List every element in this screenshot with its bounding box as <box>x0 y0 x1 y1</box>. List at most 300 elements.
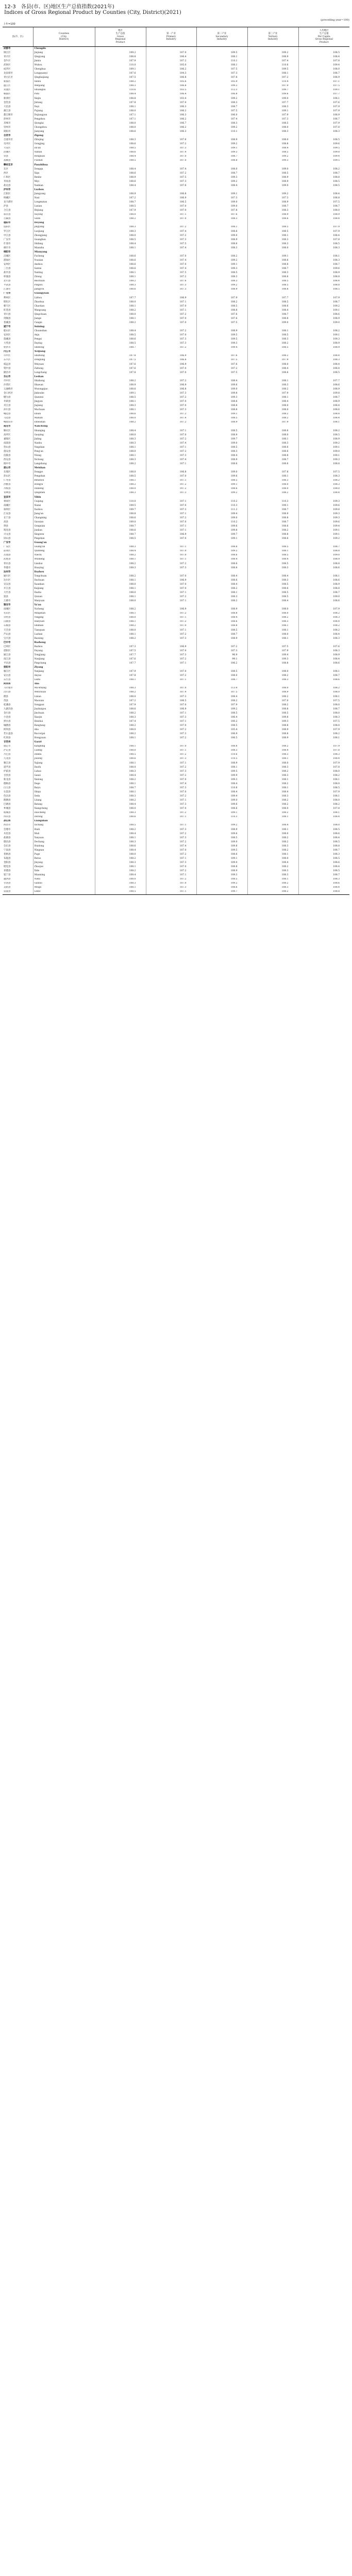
primary-index: 107.3 <box>146 180 196 184</box>
table-row <box>3 516 349 520</box>
table-row <box>3 649 349 653</box>
region-name-cn: 金阳县 <box>4 861 11 865</box>
table-row <box>3 309 349 313</box>
tertiary-index: 108.6 <box>247 259 298 263</box>
per-capita-index: 108.4 <box>298 404 349 408</box>
grp-index: 108.3 <box>95 226 146 230</box>
tertiary-index: 108.2 <box>247 865 298 869</box>
region-name-en: Kangding <box>33 745 95 749</box>
table-row <box>3 196 349 200</box>
region-name-en: Jiange <box>33 317 95 321</box>
primary-index: 107.0 <box>146 304 196 309</box>
grp-index: 108.3 <box>95 770 146 774</box>
secondary-index: 108.3 <box>196 595 247 599</box>
region-name-en: Xiqu <box>33 172 95 176</box>
tertiary-index: 108.1 <box>247 878 298 882</box>
secondary-index: 109.1 <box>196 857 247 861</box>
region-name-en: Gaoping <box>33 433 95 437</box>
header-grp: 地区 生产总值 Gross Regional Product <box>95 27 146 47</box>
per-capita-index <box>298 47 349 52</box>
tertiary-index: 107.3 <box>247 117 298 122</box>
table-row <box>3 620 349 624</box>
grp-index: 108.1 <box>95 761 146 766</box>
per-capita-index: 108.6 <box>298 679 349 683</box>
secondary-index: 108.5 <box>196 304 247 309</box>
per-capita-index: 108.5 <box>298 288 349 292</box>
city-header-row <box>3 541 349 545</box>
secondary-index: 109.0 <box>196 516 247 520</box>
region-name-cn: 新津区 <box>4 97 11 100</box>
grp-index: 108.0 <box>95 878 146 882</box>
grp-index: 108.2 <box>95 724 146 728</box>
region-name-cn: 温江区 <box>4 84 11 88</box>
city-header-row <box>3 350 349 354</box>
unit-label: 上年=100 <box>3 23 15 26</box>
grp-index: 109.1 <box>95 392 146 396</box>
region-name-en: Daocheng <box>33 811 95 816</box>
tertiary-index: 108.3 <box>247 844 298 849</box>
table-row <box>3 126 349 130</box>
city-header-row <box>3 325 349 329</box>
region-name-en: Xide <box>33 869 95 873</box>
region-name-en: Puge <box>33 853 95 857</box>
tertiary-index: 108.4 <box>247 558 298 562</box>
region-name-cn: 沿滩区 <box>4 151 11 154</box>
secondary-index: 108.3 <box>196 280 247 284</box>
per-capita-index: 108.3 <box>298 753 349 757</box>
region-name-en: Xuyong <box>33 213 95 217</box>
primary-index <box>146 641 196 645</box>
table-row <box>3 446 349 450</box>
region-name-en: Hongya <box>33 483 95 487</box>
primary-index <box>146 350 196 354</box>
region-name-en: Songpan <box>33 703 95 707</box>
region-name-en: Dege <box>33 782 95 786</box>
primary-index: 107.2 <box>146 59 196 63</box>
secondary-index: 108.7 <box>196 172 247 176</box>
secondary-index: 108.9 <box>196 761 247 766</box>
tertiary-index: 108.2 <box>247 745 298 749</box>
region-name-en: Gongjing <box>33 142 95 146</box>
grp-index: 108.1 <box>95 679 146 683</box>
table-row <box>3 437 349 442</box>
tertiary-index: 108.1 <box>247 234 298 238</box>
table-row <box>3 844 349 849</box>
region-name-cn: 阆中市 <box>4 463 11 466</box>
secondary-index: 109.0 <box>196 387 247 392</box>
region-name-en: Hongyuan <box>33 736 95 740</box>
table-row <box>3 267 349 271</box>
primary-index: 106.5 <box>146 200 196 205</box>
grp-index: 109.2 <box>95 51 146 55</box>
secondary-index: 108.3 <box>196 122 247 126</box>
per-capita-index: 109.0 <box>298 554 349 558</box>
region-name-cn: 朝天区 <box>4 304 11 308</box>
tertiary-index <box>247 820 298 824</box>
region-name-cn: 泸定县 <box>4 749 11 752</box>
primary-index: 107.2 <box>146 516 196 520</box>
secondary-index: 109.6 <box>196 474 247 479</box>
primary-index: 107.0 <box>146 404 196 408</box>
table-row <box>3 674 349 678</box>
primary-index: 107.4 <box>146 458 196 462</box>
per-capita-index: 108.9 <box>298 437 349 442</box>
region-name-cn: 梓潼县 <box>4 276 11 279</box>
per-capita-index: 108.0 <box>298 691 349 695</box>
secondary-index: 106.8 <box>196 93 247 97</box>
region-name-en: Qingyang <box>33 55 95 59</box>
grp-index: 108.3 <box>95 794 146 799</box>
tertiary-index: 108.2 <box>247 492 298 496</box>
region-name-cn: 东坡区 <box>4 471 11 474</box>
region-name-cn: 仁寿县 <box>4 479 11 482</box>
region-name-cn: 德阳市 <box>4 222 11 225</box>
secondary-index: 108.6 <box>196 807 247 811</box>
primary-index: 106.9 <box>146 579 196 583</box>
grp-index <box>95 820 146 824</box>
grp-index: 108.1 <box>95 446 146 450</box>
secondary-index: 108.2 <box>196 300 247 304</box>
table-row <box>3 383 349 387</box>
region-name-cn: 龙马潭区 <box>4 201 13 204</box>
per-capita-index <box>298 250 349 255</box>
region-name-cn: 名山区 <box>4 612 11 615</box>
header-tertiary: 第三产业 Tertiary Industry <box>247 27 298 47</box>
secondary-index <box>196 666 247 670</box>
region-name-en: Kaijiang <box>33 587 95 591</box>
region-name-cn: 道孚县 <box>4 766 11 769</box>
grp-index <box>95 47 146 52</box>
tertiary-index: 108.2 <box>247 799 298 803</box>
secondary-index: 108.2 <box>196 599 247 603</box>
grp-index: 108.0 <box>95 487 146 492</box>
grp-index: 108.1 <box>95 595 146 599</box>
per-capita-index: 108.7 <box>298 674 349 678</box>
tertiary-index: 108.3 <box>247 869 298 873</box>
primary-index: 107.6 <box>146 138 196 142</box>
per-capita-index: 107.9 <box>298 607 349 612</box>
city-header-row <box>3 466 349 470</box>
tertiary-index: 108.5 <box>247 122 298 126</box>
region-name-cn: 金口河区 <box>4 392 13 395</box>
region-name-en: Pengxi <box>33 337 95 342</box>
table-row <box>3 462 349 466</box>
tertiary-index: 108.2 <box>247 803 298 807</box>
region-name-en: Guangyuan <box>33 292 95 296</box>
city-header-row <box>3 740 349 744</box>
region-name-cn: 会理市 <box>4 828 11 831</box>
primary-index: 107.2 <box>146 487 196 492</box>
primary-index: 106.2 <box>146 67 196 72</box>
region-name-cn: 南部县 <box>4 442 11 445</box>
per-capita-index: 106.7 <box>298 117 349 122</box>
table-row <box>3 832 349 836</box>
tertiary-index: 108.2 <box>247 616 298 620</box>
table-row <box>3 429 349 433</box>
grp-index: 107.5 <box>95 649 146 653</box>
region-name-en: Zhaojue <box>33 865 95 869</box>
grp-index: 108.1 <box>95 836 146 840</box>
tertiary-index: 108.7 <box>247 508 298 512</box>
per-capita-index: 107.9 <box>298 105 349 109</box>
table-row <box>3 587 349 591</box>
table-row <box>3 753 349 757</box>
per-capita-index: 108.8 <box>298 550 349 554</box>
primary-index: 105.0 <box>146 63 196 67</box>
per-capita-index: 108.1 <box>298 421 349 425</box>
grp-index: 108.3 <box>95 716 146 720</box>
region-name-en: Mianzhu <box>33 246 95 250</box>
secondary-index: 106.2 <box>196 662 247 666</box>
secondary-index <box>196 134 247 138</box>
tertiary-index: 108.7 <box>247 520 298 524</box>
region-name-en: Daofu <box>33 766 95 770</box>
tertiary-index <box>247 350 298 354</box>
tertiary-index: 108.3 <box>247 873 298 877</box>
tertiary-index: 108.3 <box>247 679 298 683</box>
primary-index: 106.8 <box>146 76 196 80</box>
region-name-en: Jiulong <box>33 757 95 761</box>
grp-index: 108.1 <box>95 454 146 458</box>
region-name-en: Dayi <box>33 105 95 109</box>
primary-index <box>146 683 196 687</box>
table-row <box>3 492 349 496</box>
primary-index: 107.1 <box>146 213 196 217</box>
region-name-cn: 双流区 <box>4 89 11 92</box>
region-name-cn: 岳池县 <box>4 554 11 557</box>
secondary-index: 109.6 <box>196 803 247 807</box>
secondary-index: 108.8 <box>196 745 247 749</box>
secondary-index: 107.6 <box>196 313 247 317</box>
secondary-index: 108.4 <box>196 184 247 188</box>
primary-index: 107.4 <box>146 691 196 695</box>
grp-index: 108.6 <box>95 267 146 271</box>
region-name-cn: 华蓥市 <box>4 566 11 569</box>
per-capita-index: 106.9 <box>298 76 349 80</box>
grp-index: 110.0 <box>95 63 146 67</box>
city-header-row <box>3 820 349 824</box>
secondary-index: 108.9 <box>196 238 247 242</box>
city-header-row <box>3 292 349 296</box>
table-row <box>3 329 349 333</box>
region-name-cn: 凉山州 <box>4 820 11 823</box>
tertiary-index: 108.2 <box>247 674 298 678</box>
secondary-index: 107.2 <box>196 367 247 371</box>
grp-index: 108.0 <box>95 417 146 421</box>
region-name-cn: 金川县 <box>4 711 11 715</box>
grp-index: 108.1 <box>95 886 146 890</box>
tertiary-index: 108.1 <box>247 437 298 442</box>
secondary-index: 108.3 <box>196 217 247 222</box>
primary-index: 107.1 <box>146 599 196 603</box>
table-row <box>3 591 349 595</box>
per-capita-index: 109.1 <box>298 454 349 458</box>
table-row <box>3 147 349 151</box>
table-row <box>3 317 349 321</box>
primary-index: 107.3 <box>146 861 196 865</box>
region-name-en: Qingshen <box>33 492 95 496</box>
region-name-cn: 邻水县 <box>4 562 11 565</box>
region-name-cn: 内江市 <box>4 350 11 353</box>
primary-index: 106.2 <box>146 117 196 122</box>
secondary-index: 108.6 <box>196 242 247 246</box>
per-capita-index: 108.4 <box>298 657 349 662</box>
grp-index: 108.3 <box>95 861 146 865</box>
region-name-cn: 高县 <box>4 520 8 523</box>
region-name-en: Neijiang <box>33 350 95 354</box>
primary-index: 107.1 <box>146 446 196 450</box>
tertiary-index: 108.5 <box>247 300 298 304</box>
region-name-cn: 苍溪县 <box>4 321 11 324</box>
region-name-en: Lixian <box>33 695 95 699</box>
table-row <box>3 63 349 67</box>
tertiary-index: 108.3 <box>247 130 298 134</box>
table-row <box>3 138 349 142</box>
tertiary-index: 108.6 <box>247 217 298 222</box>
grp-index <box>95 425 146 429</box>
region-name-en: Junlian <box>33 529 95 533</box>
secondary-index: 108.8 <box>196 624 247 629</box>
secondary-index <box>196 425 247 429</box>
table-row <box>3 217 349 222</box>
table-row <box>3 774 349 778</box>
grp-index: 107.4 <box>95 720 146 724</box>
region-name-cn: 简阳市 <box>4 130 11 133</box>
grp-index: 108.3 <box>95 442 146 446</box>
grp-index <box>95 325 146 329</box>
region-name-cn: 井研县 <box>4 400 11 403</box>
region-name-en: Yilong <box>33 454 95 458</box>
secondary-index: 109.1 <box>196 147 247 151</box>
table-row <box>3 736 349 740</box>
tertiary-index: 108.4 <box>247 574 298 579</box>
region-name-en: Xinjin <box>33 97 95 101</box>
table-row <box>3 259 349 263</box>
region-name-en: Beichuan <box>33 280 95 284</box>
table-row <box>3 192 349 196</box>
tertiary-index: 108.5 <box>247 554 298 558</box>
grp-index <box>95 375 146 379</box>
primary-index: 105.6 <box>146 80 196 84</box>
grp-index: 109.5 <box>95 504 146 508</box>
tertiary-index: 108.5 <box>247 280 298 284</box>
region-name-cn: 峨眉山市 <box>4 421 13 424</box>
primary-index: 107.3 <box>146 828 196 832</box>
tertiary-index: 108.5 <box>247 346 298 350</box>
grp-index: 108.2 <box>95 637 146 641</box>
secondary-index: 109.2 <box>196 259 247 263</box>
secondary-index: 110.1 <box>196 59 247 63</box>
region-name-en: Pingchang <box>33 662 95 666</box>
table-row <box>3 624 349 629</box>
region-name-cn: 大英县 <box>4 342 11 345</box>
per-capita-index: 108.8 <box>298 176 349 180</box>
per-capita-index: 108.2 <box>298 329 349 333</box>
tertiary-index: 108.4 <box>247 749 298 753</box>
tertiary-index <box>247 570 298 574</box>
tertiary-index: 110.6 <box>247 63 298 67</box>
per-capita-index: 107.5 <box>298 84 349 89</box>
table-row <box>3 873 349 877</box>
grp-index <box>95 466 146 470</box>
city-header-row <box>3 47 349 52</box>
region-name-en: Jingyang <box>33 226 95 230</box>
primary-index <box>146 47 196 52</box>
region-name-en: Pujiang <box>33 109 95 113</box>
table-row <box>3 487 349 492</box>
region-name-en: Shiqu <box>33 790 95 794</box>
region-name-cn: 广安区 <box>4 546 11 549</box>
primary-index: 107.1 <box>146 799 196 803</box>
secondary-index: 108.4 <box>196 574 247 579</box>
secondary-index: 109.0 <box>196 205 247 209</box>
primary-index: 107.4 <box>146 230 196 234</box>
primary-index: 107.1 <box>146 300 196 304</box>
region-name-cn: 绵竹市 <box>4 246 11 249</box>
primary-index: 107.0 <box>146 371 196 375</box>
per-capita-index: 108.4 <box>298 354 349 359</box>
region-name-en: Fucheng <box>33 255 95 259</box>
primary-index: 107.2 <box>146 437 196 442</box>
per-capita-index: 108.4 <box>298 417 349 421</box>
region-name-en: Renshou <box>33 479 95 483</box>
region-name-cn: 东区 <box>4 167 8 171</box>
primary-index: 107.4 <box>146 246 196 250</box>
primary-index: 107.2 <box>146 483 196 487</box>
region-name-en: Wangcang <box>33 309 95 313</box>
region-name-cn: 冕宁县 <box>4 874 11 877</box>
region-name-en: Suining <box>33 325 95 329</box>
tertiary-index: 108.9 <box>247 691 298 695</box>
tertiary-index: 108.1 <box>247 828 298 832</box>
table-row <box>3 51 349 55</box>
secondary-index: 106.9 <box>196 732 247 736</box>
tertiary-index: 109.2 <box>247 155 298 159</box>
region-name-cn: 盐亭县 <box>4 272 11 275</box>
tertiary-index <box>247 666 298 670</box>
primary-index: 107.0 <box>146 554 196 558</box>
region-name-en: Dongpo <box>33 470 95 474</box>
tertiary-index <box>247 250 298 255</box>
primary-index: 107.0 <box>146 649 196 653</box>
region-name-cn: 顺庆区 <box>4 429 11 432</box>
per-capita-index: 108.5 <box>298 828 349 832</box>
per-capita-index: 107.9 <box>298 122 349 126</box>
per-capita-index: 108.4 <box>298 367 349 371</box>
secondary-index: 109.1 <box>196 263 247 267</box>
secondary-index: 110.2 <box>196 520 247 524</box>
title-chinese: 12-3 各县(市、区)地区生产总值指数(2021年) <box>4 4 114 10</box>
tertiary-index: 109.0 <box>247 184 298 188</box>
region-name-en: Fushun <box>33 159 95 163</box>
table-row <box>3 172 349 176</box>
per-capita-index: 108.7 <box>298 849 349 853</box>
region-name-cn: 红原县 <box>4 737 11 740</box>
table-row <box>3 566 349 570</box>
per-capita-index: 108.2 <box>298 479 349 483</box>
table-row <box>3 109 349 113</box>
table-row <box>3 255 349 259</box>
primary-index: 107.0 <box>146 474 196 479</box>
primary-index: 103.4 <box>146 97 196 101</box>
secondary-index: 109.4 <box>196 512 247 516</box>
per-capita-index: 108.9 <box>298 653 349 657</box>
region-name-cn: 芦山县 <box>4 633 11 636</box>
table-row <box>3 857 349 861</box>
per-capita-index: 108.1 <box>298 97 349 101</box>
region-name-en: Baoxing <box>33 637 95 641</box>
secondary-index: 100.2 <box>196 720 247 724</box>
